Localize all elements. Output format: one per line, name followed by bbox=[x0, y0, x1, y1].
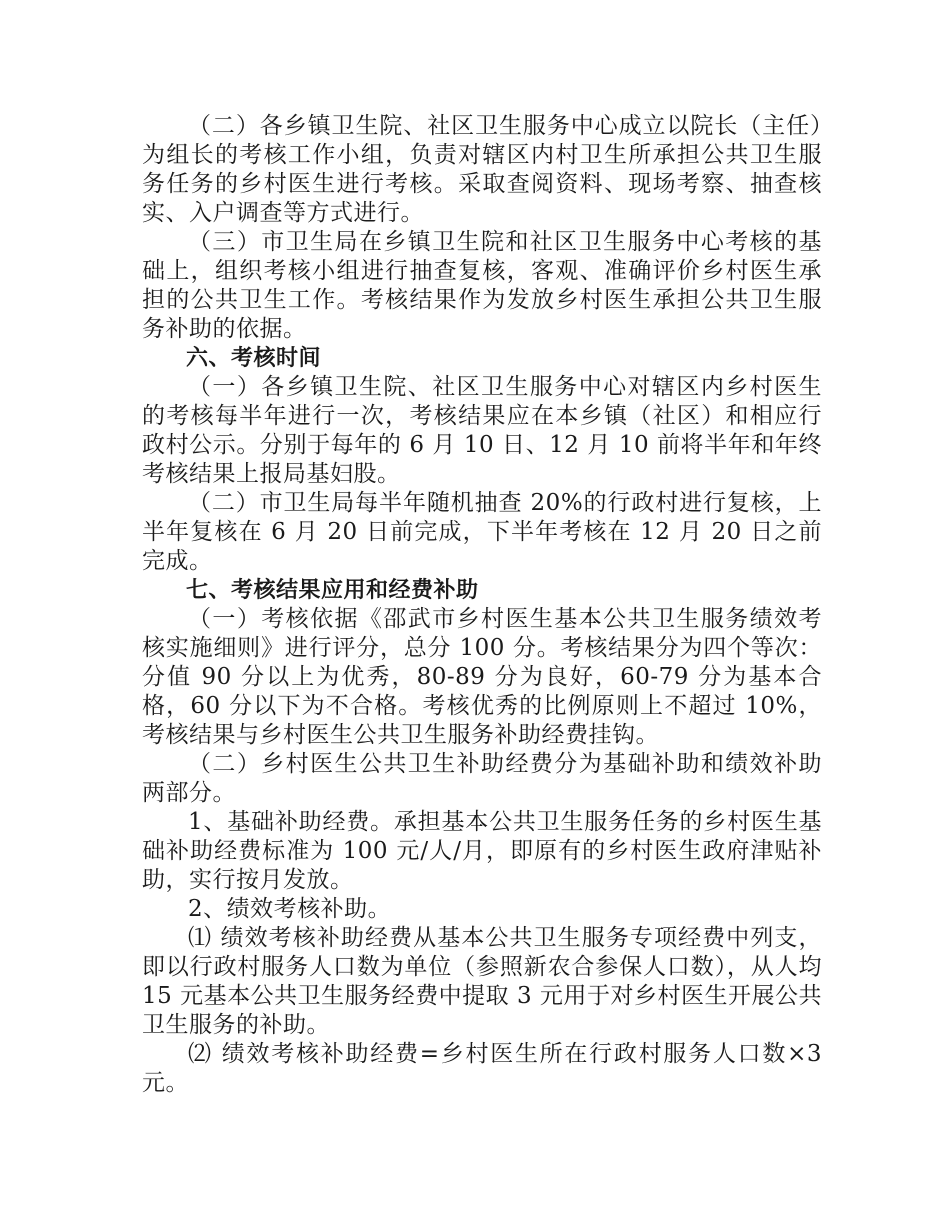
document-body bbox=[142, 112, 822, 1098]
section-heading-7: 七、考核结果应用和经费补助 bbox=[186, 578, 479, 603]
paragraph-7-1: （一）考核依据《邵武市乡村医生基本公共卫生服务绩效考核实施细则》进行评分，总分 100 分。考核结果分为四个等次：分值 90 分以上为优秀，80-89 分为良好，60-79 分为基本合格，60 分以下为不合格。考核优秀的比例原则上不超过 10%，考核结果与乡村医生公共卫生服务补助经费挂钩。 bbox=[142, 606, 822, 748]
paragraph-2-3: （三）市卫生局在乡镇卫生院和社区卫生服务中心考核的基础上，组织考核小组进行抽查复核，客观、准确评价乡村医生承担的公共卫生工作。考核结果作为发放乡村医生承担公共卫生服务补助的依据。 bbox=[142, 229, 822, 342]
paragraph-performance-subsidy: 2、绩效考核补助。 bbox=[188, 896, 392, 922]
paragraph-6-1: （一）各乡镇卫生院、社区卫生服务中心对辖区内乡村医生的考核每半年进行一次，考核结果应在本乡镇（社区）和相应行政村公示。分别于每年的 6 月 10 日、12 月 10 前将半年和年终考核结果上报局基妇股。 bbox=[142, 374, 822, 487]
paragraph-basic-subsidy: 1、基础补助经费。承担基本公共卫生服务任务的乡村医生基础补助经费标准为 100 元/人/月，即原有的乡村医生政府津贴补助，实行按月发放。 bbox=[142, 809, 822, 893]
paragraph-6-2: （二）市卫生局每半年随机抽查 20%的行政村进行复核，上半年复核在 6 月 20 日前完成，下半年考核在 12 月 20 日之前完成。 bbox=[142, 490, 822, 574]
paragraph-2-2: （二）各乡镇卫生院、社区卫生服务中心成立以院长（主任）为组长的考核工作小组，负责对辖区内村卫生所承担公共卫生服务任务的乡村医生进行考核。采取查阅资料、现场考察、抽查核实、入户调查等方式进行。 bbox=[142, 113, 822, 226]
paragraph-item-1: ⑴ 绩效考核补助经费从基本公共卫生服务专项经费中列支，即以行政村服务人口数为单位（参照新农合参保人口数），从人均 15 元基本公共卫生服务经费中提取 3 元用于对乡村医生开展公共卫生服务的补助。 bbox=[142, 925, 822, 1038]
paragraph-item-2: ⑵ 绩效考核补助经费=乡村医生所在行政村服务人口数×3 元。 bbox=[142, 1041, 822, 1096]
section-heading-6: 六、考核时间 bbox=[186, 346, 322, 371]
paragraph-7-2: （二）乡村医生公共卫生补助经费分为基础补助和绩效补助两部分。 bbox=[142, 751, 822, 806]
